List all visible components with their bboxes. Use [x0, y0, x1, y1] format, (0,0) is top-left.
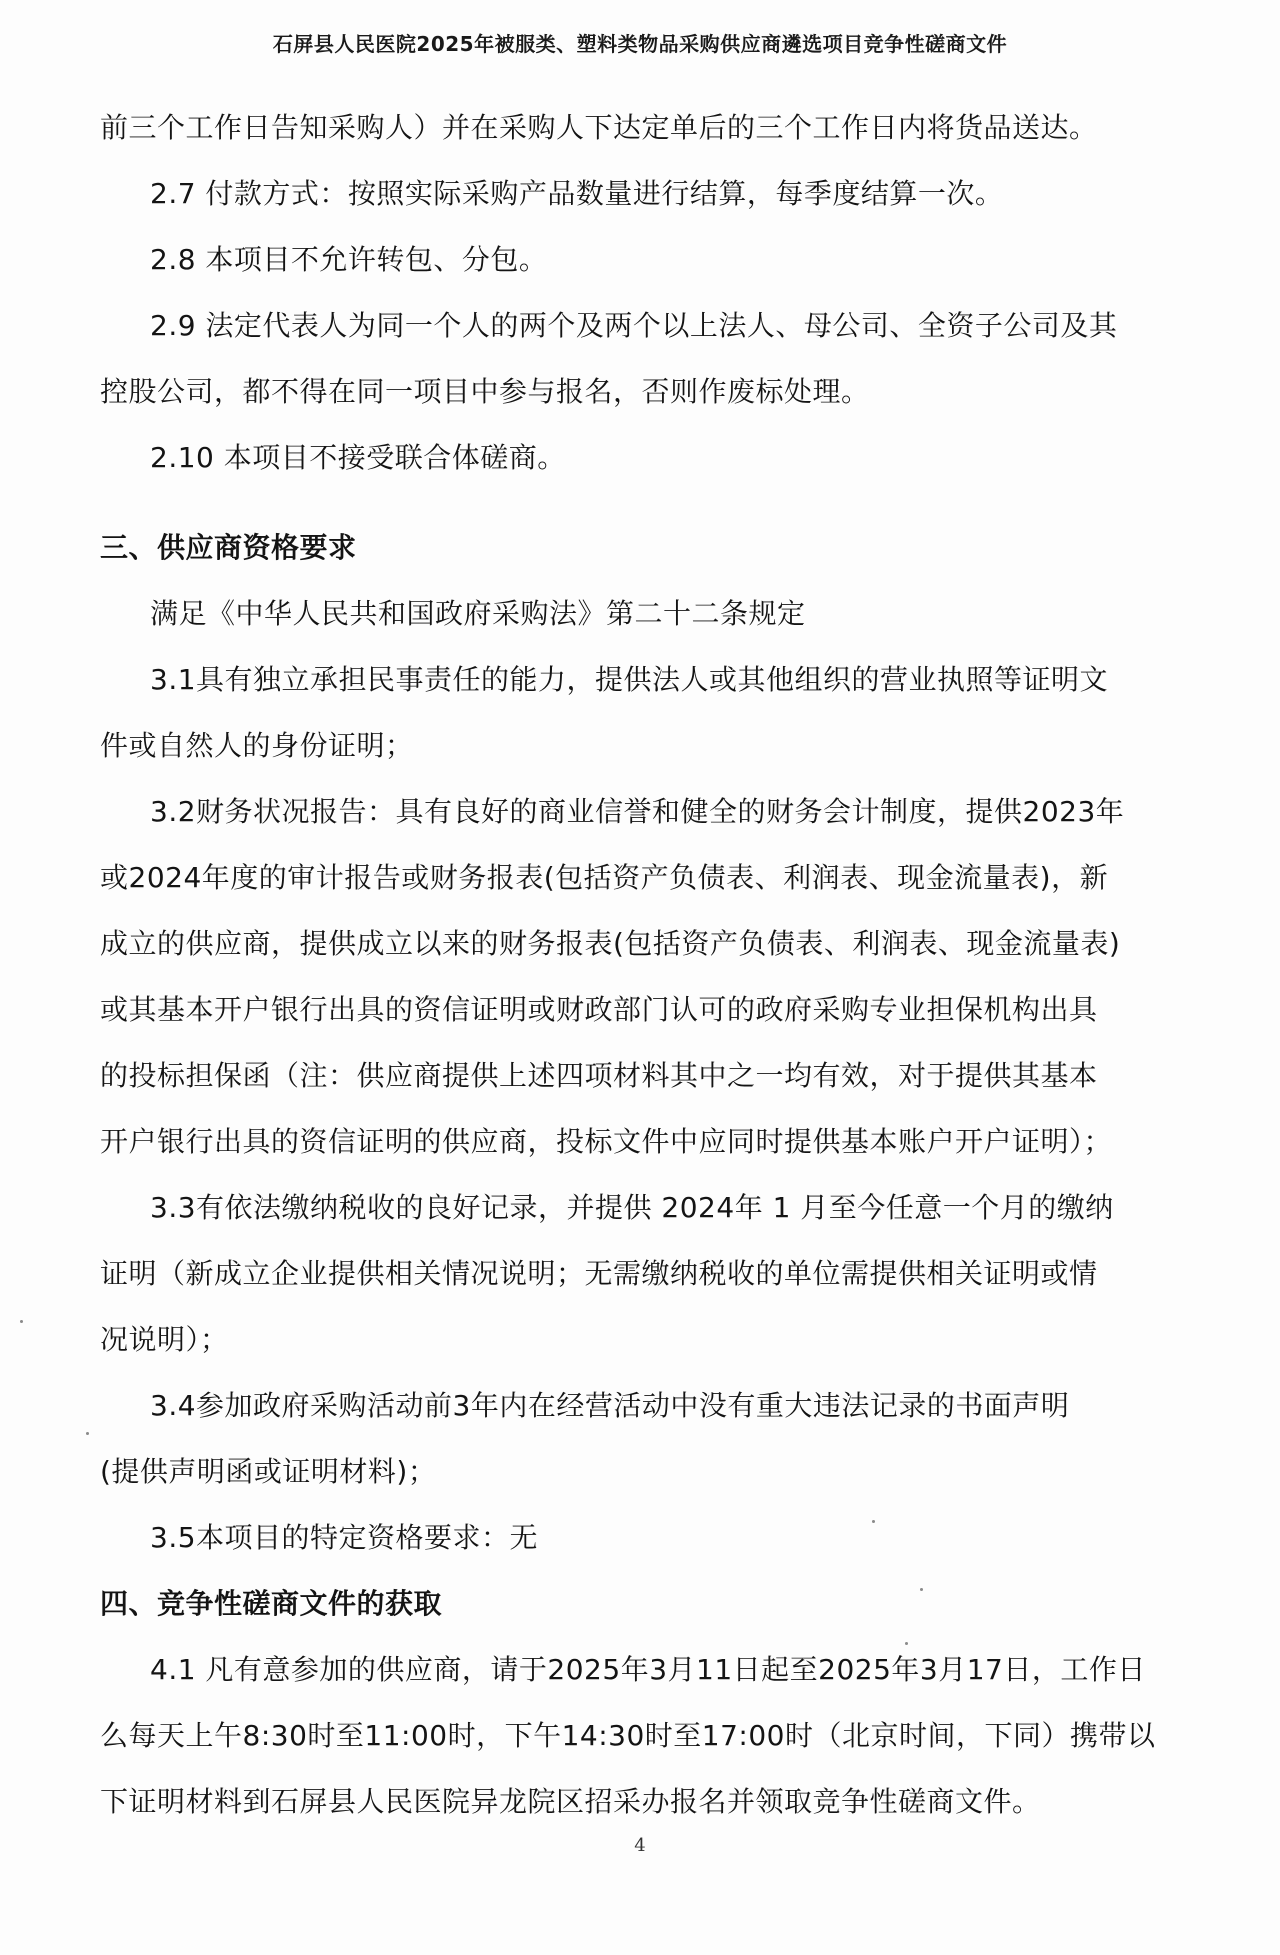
scan-speck	[905, 1642, 908, 1645]
clause-3-2-line-4: 或其基本开户银行出具的资信证明或财政部门认可的政府采购专业担保机构出具	[100, 993, 1098, 1026]
scan-speck	[86, 1432, 89, 1435]
clause-3-1: 3.1具有独立承担民事责任的能力，提供法人或其他组织的营业执照等证明文	[150, 663, 1109, 696]
section-heading-4: 四、竞争性磋商文件的获取	[100, 1587, 443, 1620]
clause-2-8: 2.8 本项目不允许转包、分包。	[150, 243, 548, 276]
clause-3-2-line-3: 成立的供应商，提供成立以来的财务报表(包括资产负债表、利润表、现金流量表)	[100, 927, 1121, 960]
clause-3-2: 3.2财务状况报告：具有良好的商业信誉和健全的财务会计制度，提供2023年	[150, 795, 1125, 828]
clause-3-5: 3.5本项目的特定资格要求：无	[150, 1521, 539, 1554]
clause-4-1-line-3: 下证明材料到石屏县人民医院异龙院区招采办报名并领取竞争性磋商文件。	[100, 1785, 1041, 1818]
clause-2-9: 2.9 法定代表人为同一个人的两个及两个以上法人、母公司、全资子公司及其	[150, 309, 1118, 342]
section-heading-3: 三、供应商资格要求	[100, 531, 357, 564]
scan-speck	[20, 1320, 23, 1323]
clause-3-2-line-6: 开户银行出具的资信证明的供应商，投标文件中应同时提供基本账户开户证明）；	[100, 1125, 1113, 1158]
clause-3-3-line-2: 证明（新成立企业提供相关情况说明；无需缴纳税收的单位需提供相关证明或情	[100, 1257, 1098, 1290]
clause-2-7: 2.7 付款方式：按照实际采购产品数量进行结算，每季度结算一次。	[150, 177, 1004, 210]
scan-speck	[872, 1520, 875, 1523]
clause-2-10: 2.10 本项目不接受联合体磋商。	[150, 441, 566, 474]
clause-3-2-line-2: 或2024年度的审计报告或财务报表(包括资产负债表、利润表、现金流量表)，新	[100, 861, 1109, 894]
clause-3-1-continued: 件或自然人的身份证明；	[100, 729, 414, 762]
page-number: 4	[634, 1835, 646, 1856]
clause-4-1: 4.1 凡有意参加的供应商，请于2025年3月11日起至2025年3月17日，工作日	[150, 1653, 1146, 1686]
scan-speck	[920, 1588, 923, 1591]
clause-3-3: 3.3有依法缴纳税收的良好记录，并提供 2024年 1 月至今任意一个月的缴纳	[150, 1191, 1114, 1224]
document-body	[100, 112, 1200, 1852]
clause-2-9-continued: 控股公司，都不得在同一项目中参与报名，否则作废标处理。	[100, 375, 870, 408]
document-header: 石屏县人民医院2025年被服类、塑料类物品采购供应商遴选项目竞争性磋商文件	[272, 32, 1008, 56]
clause-3-4: 3.4参加政府采购活动前3年内在经营活动中没有重大违法记录的书面声明	[150, 1389, 1070, 1422]
paragraph-line: 前三个工作日告知采购人）并在采购人下达定单后的三个工作日内将货品送达。	[100, 111, 1098, 144]
clause-4-1-line-2: 么每天上午8:30时至11:00时，下午14:30时至17:00时（北京时间，下同）携带以	[100, 1719, 1156, 1752]
section-3-intro: 满足《中华人民共和国政府采购法》第二十二条规定	[150, 597, 806, 630]
clause-3-2-line-5: 的投标担保函（注：供应商提供上述四项材料其中之一均有效，对于提供其基本	[100, 1059, 1098, 1092]
clause-3-4-continued: (提供声明函或证明材料)；	[100, 1455, 437, 1488]
clause-3-3-line-3: 况说明）；	[100, 1323, 229, 1356]
